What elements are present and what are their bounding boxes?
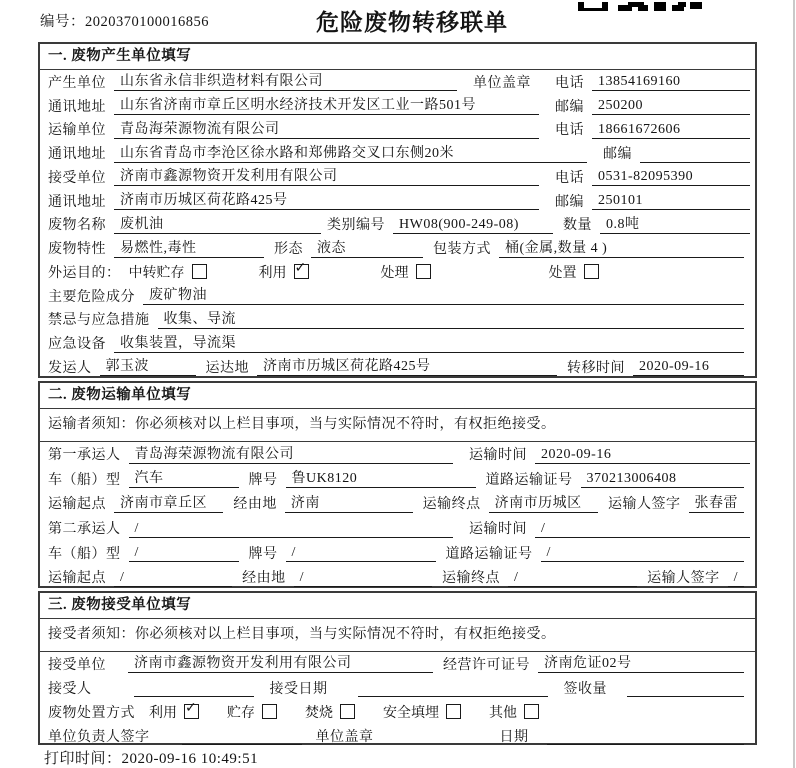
form-value: 液态: [311, 239, 423, 258]
transporter-zip-label: 邮编: [603, 147, 632, 163]
section-transporter: [38, 381, 757, 588]
row-acceptor: [40, 676, 755, 700]
accept-unit-label: 接受单位: [48, 657, 106, 673]
row-waste-character: [40, 236, 755, 260]
character-label: 废物特性: [48, 242, 106, 258]
plate1-label: 牌号: [248, 472, 278, 488]
transfer-time-value: 2020-09-16: [633, 357, 744, 376]
waste-name-value: 废机油: [114, 215, 321, 234]
disposal-incinerate-label: 焚烧: [305, 705, 333, 721]
consignor-value: 郭玉波: [100, 357, 196, 376]
consignor-label: 发运人: [48, 360, 92, 376]
category-label: 类别编号: [327, 218, 385, 234]
row-waste-name: [40, 213, 755, 237]
qr-code-partial: [578, 0, 702, 9]
row-route1: [40, 491, 755, 516]
purpose-utilize-label: 利用: [258, 265, 287, 281]
row-carrier1: [40, 442, 755, 467]
checkbox-mark: ✓: [294, 260, 307, 277]
section-receiver: [38, 591, 757, 745]
print-time: [44, 747, 258, 768]
row-producer-address: [40, 94, 755, 118]
license-label: 经营许可证号: [443, 657, 530, 673]
origin1-value: 济南市章丘区: [114, 494, 223, 513]
manager-sign-label: 单位负责人签字: [48, 729, 150, 745]
disposal-other-checkbox: [524, 704, 539, 719]
transport-time2-label: 运输时间: [469, 522, 527, 538]
row-manager-sign: [40, 724, 755, 748]
purpose-dispose-label: 处置: [548, 265, 577, 281]
transporter-label: 运输单位: [48, 123, 106, 139]
purpose-option-utilize: [259, 262, 309, 282]
receiver-address-value: 济南市历城区荷花路425号: [114, 191, 539, 210]
row-disposal: [40, 700, 755, 724]
received-qty-label: 签收量: [563, 681, 607, 697]
acceptor-value: [134, 678, 254, 697]
sign2-value: /: [728, 568, 744, 587]
row-receiver-address: [40, 189, 755, 213]
acceptor-label: 接受人: [48, 681, 92, 697]
transporter-value: 青岛海荣源物流有限公司: [114, 120, 539, 139]
destination-value: 济南市历城区荷花路425号: [257, 357, 557, 376]
disposal-utilize-checkbox: [184, 700, 199, 719]
end1-value: 济南市历城区: [489, 494, 598, 513]
purpose-utilize-checkbox: [294, 260, 309, 279]
transporter-notice: 运输者须知：你必须核对以上栏目事项，当与实际情况不符时，有权拒绝接受。: [40, 409, 755, 442]
quantity-label: 数量: [563, 218, 592, 234]
doc-number-label: 编号：: [40, 14, 85, 30]
row-carrier2: [40, 516, 755, 541]
date-value: [547, 726, 745, 745]
purpose-option-treat: [381, 262, 431, 282]
plate1-value: 鲁UK8120: [286, 469, 476, 488]
print-time-label: 打印时间：: [44, 751, 122, 767]
producer-address-value: 山东省济南市章丘区明水经济技术开发区工业一路501号: [114, 96, 539, 115]
equipment-label: 应急设备: [48, 337, 106, 353]
row-vehicle1: [40, 467, 755, 492]
road-cert2-value: /: [541, 543, 745, 562]
sign1-label: 运输人签字: [608, 497, 681, 513]
transfer-time-label: 转移时间: [567, 360, 625, 376]
row-receiver: [40, 165, 755, 189]
end2-value: /: [508, 568, 637, 587]
vehicle2-value: /: [129, 543, 239, 562]
section-producer: [38, 42, 757, 378]
row-equipment: [40, 331, 755, 355]
disposal-incinerate-checkbox: [340, 704, 355, 719]
section1-title: 一. 废物产生单位填写: [40, 44, 755, 70]
origin2-label: 运输起点: [48, 571, 106, 587]
disposal-option-landfill: [383, 702, 461, 722]
receiver-zip-label: 邮编: [555, 194, 584, 210]
row-transporter-address: [40, 141, 755, 165]
page-title: 危险废物转移联单: [316, 10, 508, 35]
row-producer: [40, 70, 755, 94]
disposal-other-label: 其他: [489, 705, 517, 721]
section3-title: 三. 废物接受单位填写: [40, 593, 755, 619]
carrier1-value: 青岛海荣源物流有限公司: [129, 445, 454, 464]
origin2-value: /: [114, 568, 232, 587]
packing-label: 包装方式: [433, 242, 491, 258]
received-qty-value: [627, 678, 744, 697]
sign1-value: 张春雷: [689, 494, 745, 513]
vehicle1-value: 汽车: [129, 469, 239, 488]
producer-phone-label: 电话: [555, 75, 584, 91]
plate2-value: /: [286, 543, 436, 562]
purpose-label: 外运目的：: [48, 265, 121, 281]
disposal-utilize-label: 利用: [149, 705, 177, 721]
transporter-address-label: 通讯地址: [48, 147, 106, 163]
disposal-option-incinerate: [305, 702, 355, 722]
disposal-landfill-label: 安全填埋: [383, 705, 439, 721]
disposal-option-other: [489, 702, 539, 722]
transport-time1-value: 2020-09-16: [535, 445, 750, 464]
receiver-notice: 接受者须知：你必须核对以上栏目事项，当与实际情况不符时，有权拒绝接受。: [40, 619, 755, 652]
origin1-label: 运输起点: [48, 497, 106, 513]
row-hazard: [40, 284, 755, 308]
date-label: 日期: [499, 729, 529, 745]
producer-seal-label: 单位盖章: [473, 75, 531, 91]
receiver-value: 济南市鑫源物资开发利用有限公司: [114, 167, 539, 186]
receiver-address-label: 通讯地址: [48, 194, 106, 210]
receiver-phone-value: 0531-82095390: [592, 167, 750, 186]
disposal-storage-label: 贮存: [227, 705, 255, 721]
sign2-label: 运输人签字: [647, 571, 720, 587]
via2-label: 经由地: [242, 571, 286, 587]
carrier2-label: 第二承运人: [48, 522, 121, 538]
form-label: 形态: [274, 242, 303, 258]
road-cert2-label: 道路运输证号: [445, 546, 533, 562]
purpose-treat-label: 处理: [380, 265, 409, 281]
category-value: HW08(900-249-08): [393, 215, 553, 234]
doc-number: [40, 10, 209, 31]
row-vehicle2: [40, 540, 755, 565]
taboo-label: 禁忌与应急措施: [48, 313, 150, 329]
transport-time1-label: 运输时间: [469, 448, 527, 464]
disposal-storage-checkbox: [262, 704, 277, 719]
carrier1-label: 第一承运人: [48, 448, 121, 464]
vehicle1-label: 车（船）型: [48, 472, 121, 488]
purpose-transfer-storage-checkbox: [192, 264, 207, 279]
disposal-option-utilize: [149, 702, 199, 722]
doc-number-value: 2020370100016856: [85, 14, 209, 30]
character-value: 易燃性,毒性: [114, 239, 264, 258]
destination-label: 运达地: [205, 360, 249, 376]
purpose-option-dispose: [549, 262, 599, 282]
plate2-label: 牌号: [248, 546, 278, 562]
print-time-value: 2020-09-16 10:49:51: [121, 751, 259, 767]
via1-label: 经由地: [233, 497, 277, 513]
packing-value: 桶(金属,数量 4 ): [499, 239, 744, 258]
waste-name-label: 废物名称: [48, 218, 106, 234]
checkbox-mark: ✓: [185, 700, 197, 717]
via1-value: 济南: [285, 494, 413, 513]
receiver-zip-value: 250101: [592, 191, 750, 210]
purpose-treat-checkbox: [416, 264, 431, 279]
row-route2: [40, 565, 755, 590]
license-value: 济南危证02号: [538, 654, 744, 673]
disposal-label: 废物处置方式: [48, 705, 135, 721]
row-purpose: [40, 260, 755, 284]
purpose-option-transfer-storage: [129, 262, 207, 282]
row-taboo: [40, 308, 755, 332]
end1-label: 运输终点: [422, 497, 481, 513]
purpose-transfer-storage-label: 中转贮存: [128, 265, 185, 281]
transporter-address-value: 山东省青岛市李沧区徐水路和郑佛路交叉口东侧20米: [114, 144, 587, 163]
accept-date-label: 接受日期: [269, 681, 328, 697]
producer-value: 山东省永信非织造材料有限公司: [114, 72, 457, 91]
taboo-value: 收集、导流: [158, 310, 745, 329]
equipment-value: 收集装置，导流渠: [114, 334, 744, 353]
row-accept-unit: [40, 652, 755, 676]
carrier2-value: /: [129, 519, 454, 538]
producer-label: 产生单位: [48, 75, 106, 91]
road-cert1-value: 370213006408: [581, 469, 745, 488]
transporter-phone-value: 18661672606: [592, 120, 750, 139]
transport-time2-value: /: [535, 519, 750, 538]
row-consignor: [40, 355, 755, 379]
producer-zip-label: 邮编: [555, 99, 584, 115]
page-edge-line: [793, 0, 795, 768]
section2-title: 二. 废物运输单位填写: [40, 383, 755, 409]
disposal-option-storage: [227, 702, 277, 722]
hazard-value: 废矿物油: [143, 286, 744, 305]
end2-label: 运输终点: [441, 571, 500, 587]
disposal-landfill-checkbox: [446, 704, 461, 719]
row-transporter: [40, 118, 755, 142]
unit-seal-label: 单位盖章: [315, 729, 374, 745]
manager-sign-value: [182, 726, 302, 745]
purpose-dispose-checkbox: [584, 264, 599, 279]
producer-phone-value: 13854169160: [592, 72, 750, 91]
producer-zip-value: 250200: [592, 96, 750, 115]
receiver-label: 接受单位: [48, 170, 106, 186]
vehicle2-label: 车（船）型: [48, 546, 121, 562]
hazard-label: 主要危险成分: [48, 289, 135, 305]
quantity-value: 0.8吨: [600, 215, 750, 234]
transporter-zip-value: [640, 144, 750, 163]
via2-value: /: [294, 568, 432, 587]
receiver-phone-label: 电话: [555, 170, 584, 186]
transporter-phone-label: 电话: [555, 123, 584, 139]
accept-date-value: [358, 678, 548, 697]
road-cert1-label: 道路运输证号: [485, 472, 573, 488]
producer-address-label: 通讯地址: [48, 99, 106, 115]
accept-unit-value: 济南市鑫源物资开发利用有限公司: [128, 654, 433, 673]
